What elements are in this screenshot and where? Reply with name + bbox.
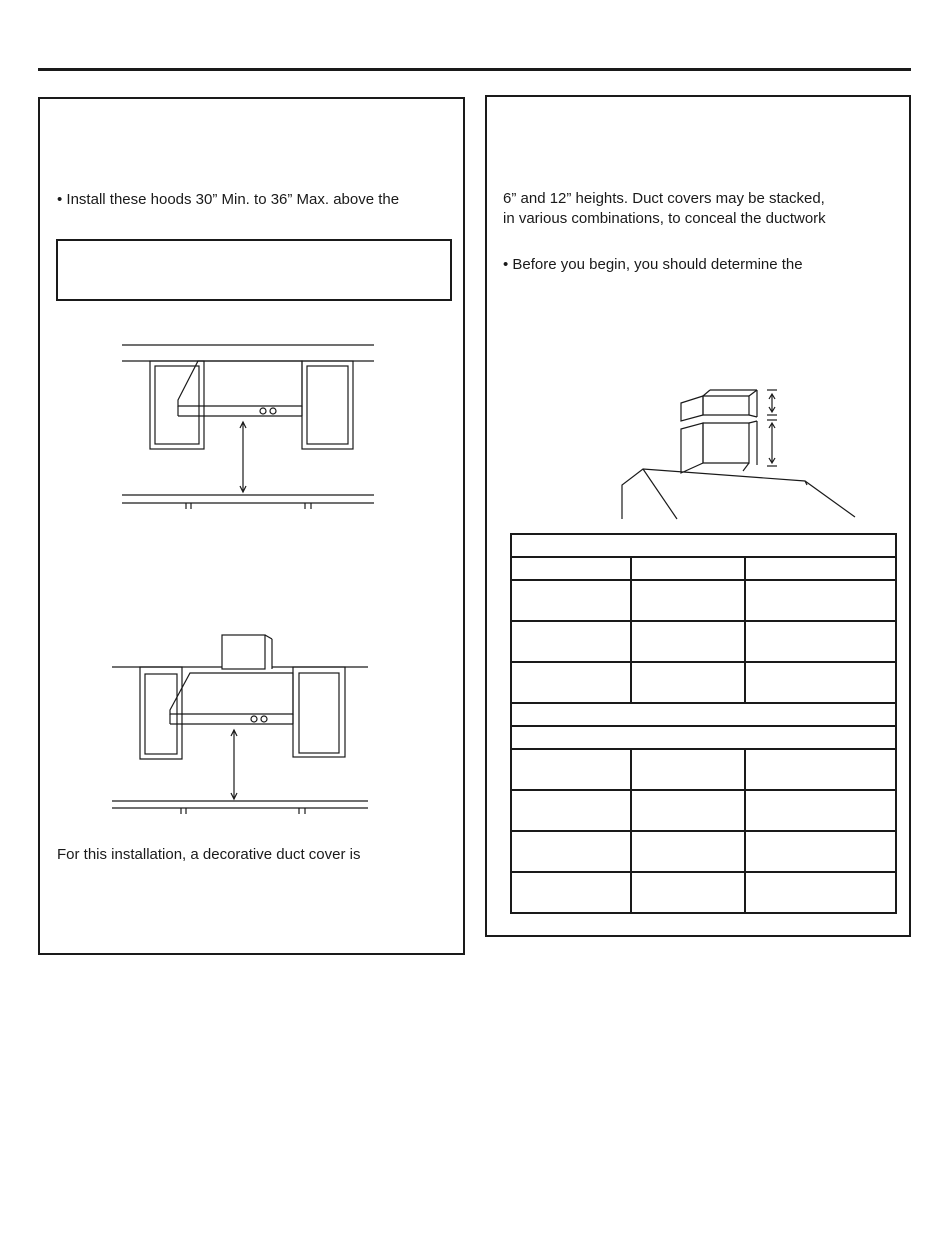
table-cell xyxy=(511,580,631,621)
table-row xyxy=(511,872,896,913)
table-row xyxy=(511,749,896,790)
duct-cover-hood-diagram xyxy=(110,634,370,819)
table-cell xyxy=(745,580,896,621)
table-cell xyxy=(511,621,631,662)
right-bullet-determine: • Before you begin, you should determine the xyxy=(503,256,803,273)
table-cell xyxy=(745,662,896,703)
right-text-line-2: in various combinations, to conceal the ductwork xyxy=(503,210,826,227)
right-panel xyxy=(485,95,911,937)
table-row xyxy=(511,703,896,726)
table-cell xyxy=(511,703,896,726)
table-cell xyxy=(631,749,745,790)
table-cell xyxy=(631,872,745,913)
table-row xyxy=(511,726,896,749)
left-panel xyxy=(38,97,465,955)
left-bottom-text: For this installation, a decorative duct cover is xyxy=(57,846,361,863)
table-cell xyxy=(631,621,745,662)
table-cell xyxy=(745,831,896,872)
table-cell xyxy=(511,534,896,557)
right-text-line-1: 6” and 12” heights. Duct covers may be stacked, xyxy=(503,190,825,207)
table-row xyxy=(511,662,896,703)
table-row xyxy=(511,621,896,662)
left-bullet-mounting-height: • Install these hoods 30” Min. to 36” Max. above the xyxy=(57,191,400,208)
under-cabinet-hood-diagram xyxy=(118,344,378,514)
table-cell xyxy=(511,557,631,580)
table-row xyxy=(511,557,896,580)
table-cell xyxy=(631,662,745,703)
table-cell xyxy=(631,580,745,621)
table-row xyxy=(511,580,896,621)
table-cell xyxy=(631,557,745,580)
duct-cover-stack-diagram xyxy=(617,387,862,522)
table-cell xyxy=(511,749,631,790)
table-cell xyxy=(745,557,896,580)
table-cell xyxy=(511,726,896,749)
table-cell xyxy=(511,790,631,831)
duct-cover-table xyxy=(510,533,897,914)
table-cell xyxy=(511,872,631,913)
table-cell xyxy=(745,749,896,790)
table-row xyxy=(511,790,896,831)
page-top-rule xyxy=(38,68,911,71)
table-cell xyxy=(631,831,745,872)
table-row xyxy=(511,831,896,872)
table-cell xyxy=(511,831,631,872)
table-cell xyxy=(745,872,896,913)
table-cell xyxy=(511,662,631,703)
table-row xyxy=(511,534,896,557)
table-cell xyxy=(745,621,896,662)
note-box xyxy=(56,239,452,301)
table-cell xyxy=(745,790,896,831)
table-cell xyxy=(631,790,745,831)
